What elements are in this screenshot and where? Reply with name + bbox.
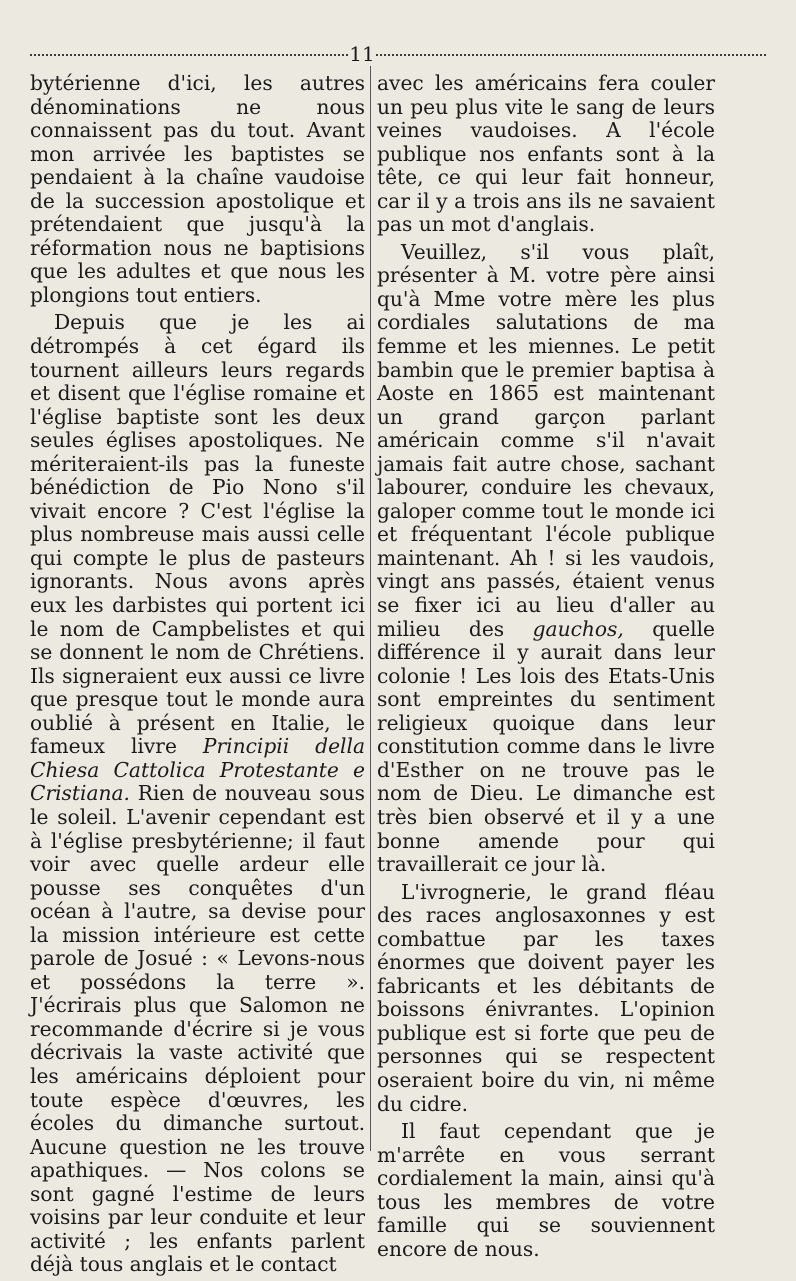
left-paragraph-2 bbox=[30, 311, 365, 1276]
right-paragraph-3: L'ivrognerie, le grand fléau des races anglosaxonnes y est combattue par les taxes énormes que doivent payer les fabricants et les débitants de boissons énivrantes. L'opinion publique est si forte que peu de personnes qui se respectent oseraient boire du vin, ni même du cidre. bbox=[377, 879, 715, 1116]
header-rule-left bbox=[30, 54, 348, 56]
gauchos-term: gauchos, bbox=[532, 616, 624, 641]
header-rule-right bbox=[376, 54, 766, 56]
left-paragraph-1: bytérienne d'ici, les autres dénominations ne nous connaissent pas du tout. Avant mon arrivée les baptistes se pendaient à la chaîne vaudoise de la succession apostolique et prétendaient que jusqu'à la réformation nous ne baptisions que les adultes et que nous les plongions tout entiers. bbox=[30, 71, 365, 307]
left-paragraph-2-text-b: Rien de nouveau sous le soleil. L'avenir cependant est à l'église presbytérienne; il faut voir avec quelle ardeur elle pousse ses conquêtes d'un océan à l'autre, sa devise pour la mission intérieure est cette parole de Josué : « Levons-nous et possédons la terre ». J'écrirais plus que Salomon ne recommande d'écrire si je vous décrivais la vaste activité que les américains déploient pour toute espèce d'œuvres, les écoles du dimanche surtout. Aucune question ne les trouve apathiques. — Nos colons se sont gagné l'estime de leurs voisins par leur conduite et leur activité ; les enfants parlent déjà tous anglais et le contact bbox=[30, 781, 365, 1277]
page-header bbox=[30, 40, 766, 70]
right-column bbox=[377, 72, 715, 1265]
right-paragraph-4: Il faut cependant que je m'arrête en vous serrant cordialement la main, ainsi qu'à tous les membres de votre famille qui se souviennent encore de nous. bbox=[377, 1119, 715, 1261]
column-divider bbox=[370, 66, 371, 1151]
right-paragraph-1: avec les américains fera couler un peu plus vite le sang de leurs veines vaudoises. A l'école publique nos enfants sont à la tête, ce qui leur fait honneur, car il y a trois ans ils ne savaient pas un mot d'anglais. bbox=[377, 71, 715, 237]
book-title: Principii della Chiesa Cattolica Protestante e Cristiana. bbox=[30, 734, 365, 806]
left-paragraph-2-text-a: Depuis que je les ai détrompés à cet égard ils tournent ailleurs leurs regards et disent que l'église romaine et l'église baptiste sont les deux seules églises apostoliques. Ne mériteraient-ils pas la funeste bénédiction de Pio Nono s'il vivait encore ? C'est l'église la plus nombreuse mais aussi celle qui compte le plus de pasteurs ignorants. Nous avons après eux les darbistes qui portent ici le nom de Campbelistes et qui se donnent le nom de Chrétiens. Ils signeraient eux aussi ce livre que presque tout le monde aura oublié à présent en Italie, le fameux livre bbox=[30, 310, 365, 759]
right-paragraph-2 bbox=[377, 241, 715, 877]
page-number: 11 bbox=[349, 42, 375, 66]
left-column bbox=[30, 72, 365, 1281]
right-paragraph-2-text-a: Veuillez, s'il vous plaît, présenter à M. votre père ainsi qu'à Mme votre mère les plus cordiales salutations de ma femme et les miennes. Le petit bambin que le premier baptisa à Aoste en 1865 est maintenant un grand garçon parlant américain comme s'il n'avait jamais fait autre chose, sachant labourer, conduire les chevaux, galoper comme tout le monde ici et fréquentant l'école publique maintenant. Ah ! si les vaudois, vingt ans passés, étaient venus se fixer ici au lieu d'aller au milieu des bbox=[377, 239, 715, 641]
right-paragraph-2-text-b: quelle différence il y aurait dans leur colonie ! Les lois des Etats-Unis sont empreintes du sentiment religieux quoique dans leur constitution comme dans le livre d'Esther on ne trouve pas le nom de Dieu. Le dimanche est très bien observé et il y a une bonne amende pour qui travaillerait ce jour là. bbox=[377, 616, 715, 877]
